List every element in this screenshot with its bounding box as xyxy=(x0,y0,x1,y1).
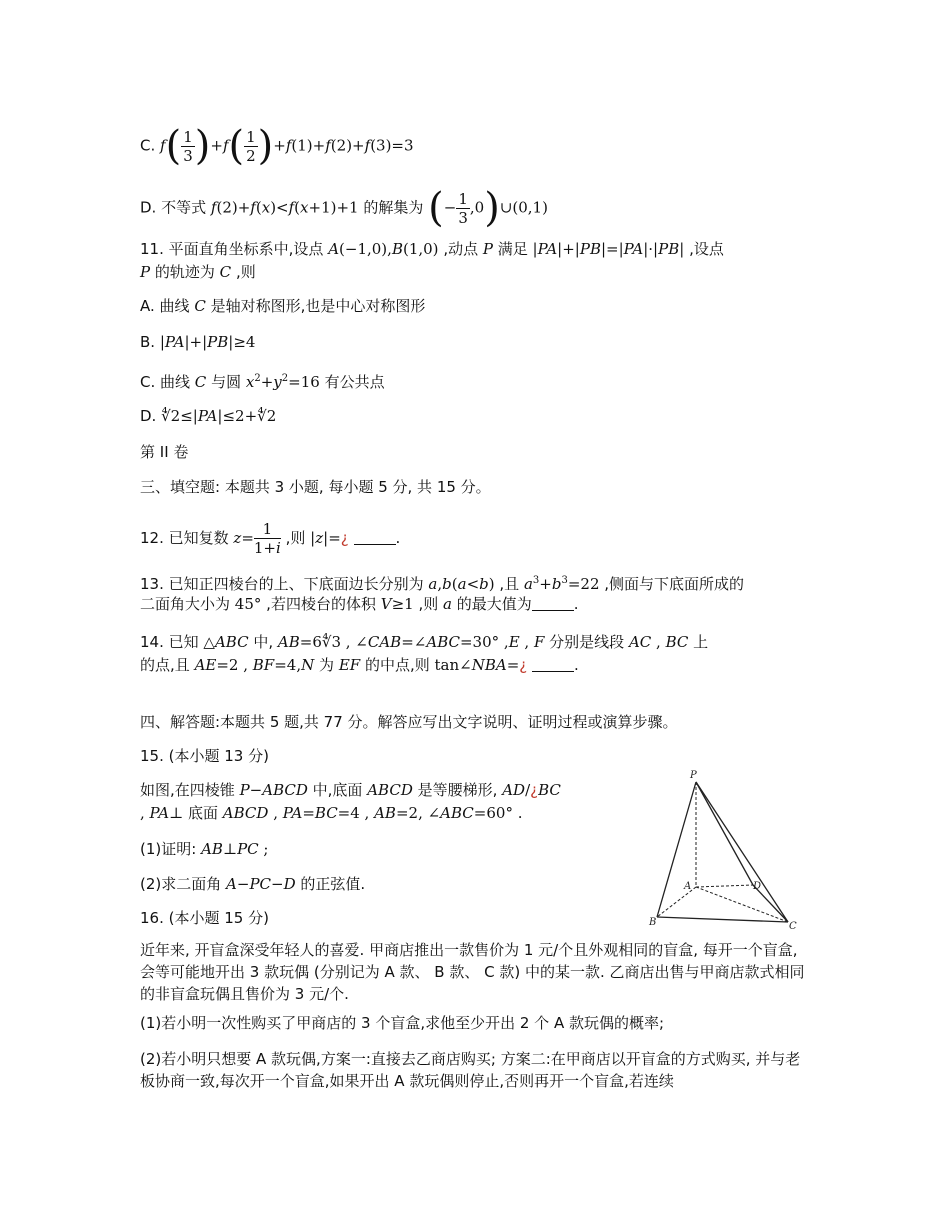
q15-header: 15. (本小题 13 分) xyxy=(140,747,269,765)
q15-line1: 如图,在四棱锥 P−ABCD 中,底面 ABCD 是等腰梯形, AD/¿BC xyxy=(140,781,561,799)
q16-part1: (1)若小明一次性购买了甲商店的 3 个盲盒,求他至少开出 2 个 A 款玩偶的概率; xyxy=(140,1014,665,1032)
q11-option-a: A. 曲线 C 是轴对称图形,也是中心对称图形 xyxy=(140,297,426,315)
label-a: A xyxy=(684,881,692,892)
q16-paragraph: 近年来, 开盲盒深受年轻人的喜爱. 甲商店推出一款售价为 1 元/个且外观相同的盲盒, 每开一个盲盒, 会等可能地开出 3 款玩偶 (分别记为 A 款、 B 款、 C 款) 中的某一款. 乙商店出售与甲商店款式相同的非盲盒玩偶且售价为 3 元/个. xyxy=(140,941,805,1003)
q15-part1: (1)证明: AB⊥PC ; xyxy=(140,840,269,858)
edge-pd xyxy=(696,782,753,885)
label-b: B xyxy=(649,917,657,928)
q14-answer-blank[interactable] xyxy=(532,657,574,672)
section-four-heading: 四、解答题:本题共 5 题,共 77 分。解答应写出文字说明、证明过程或演算步骤。 xyxy=(140,713,678,731)
q14-line1: 14. 已知 △ABC 中, AB=6∜3 , ∠CAB=∠ABC=30° ,E , F 分别是线段 AC , BC 上 xyxy=(140,633,709,651)
q14-line2: 的点,且 AE=2 , BF=4,N 为 EF 的中点,则 tan∠NBA=¿ . xyxy=(140,656,579,674)
q16-header: 16. (本小题 15 分) xyxy=(140,909,269,927)
part-two-heading: 第 II 卷 xyxy=(140,443,189,461)
q11-stem-line2: P 的轨迹为 C ,则 xyxy=(140,263,256,281)
label-c: C xyxy=(789,921,797,932)
q16-part2: (2)若小明只想要 A 款玩偶,方案一:直接去乙商店购买; 方案二:在甲商店以开盲盒的方式购买, 并与老板协商一致,每次开一个盲盒,如果开出 A 款玩偶则停止,否则再开一个盲盒,若连续 xyxy=(140,1050,801,1090)
edge-pc xyxy=(696,782,788,922)
edge-ac xyxy=(696,887,788,922)
label-p: P xyxy=(690,770,697,781)
option-d: D. 不等式 f(2)+f(x)<f(x+1)+1 的解集为 (− $\frac{1}{3}$ ,0)∪(0,1) xyxy=(140,185,548,231)
section-three-heading: 三、填空题: 本题共 3 小题, 每小题 5 分, 共 15 分。 xyxy=(140,478,491,496)
q13-answer-blank[interactable] xyxy=(532,596,574,611)
option-c: C. f( $\frac{1}{3}$ )+f( $\frac{1}{2}$ )+f(1)+f(2)+f(3)=3 xyxy=(140,123,414,169)
q12-answer-blank[interactable] xyxy=(354,530,396,545)
q12: 12. 已知复数 z= $\frac{1}{1+i}$ ,则 |z|=¿ . xyxy=(140,520,401,557)
q11-option-b: B. |PA|+|PB|≥4 xyxy=(140,333,256,351)
q15-part2: (2)求二面角 A−PC−D 的正弦值. xyxy=(140,875,366,893)
pyramid-figure xyxy=(640,765,815,935)
label-d: D xyxy=(753,881,762,892)
q15-line2: , PA⊥ 底面 ABCD , PA=BC=4 , AB=2, ∠ABC=60° . xyxy=(140,804,523,822)
q11-option-d: D. ∜2≤|PA|≤2+∜2 xyxy=(140,407,277,425)
edge-pb xyxy=(657,782,696,917)
q11-stem-line1: 11. 平面直角坐标系中,设点 A(−1,0),B(1,0) ,动点 P 满足 |PA|+|PB|=|PA|·|PB| ,设点 xyxy=(140,240,724,258)
edge-ad xyxy=(696,885,753,887)
option-c-label: C. xyxy=(140,136,156,155)
q11-option-c: C. 曲线 C 与圆 $x^2+y^2=16$ 有公共点 xyxy=(140,373,385,391)
edge-bc xyxy=(657,917,788,922)
q13-line2: 二面角大小为 45° ,若四棱台的体积 V≥1 ,则 a 的最大值为 . xyxy=(140,595,579,613)
q13-line1: 13. 已知正四棱台的上、下底面边长分别为 a,b(a<b) ,且 $a^3+b^3=22$ ,侧面与下底面所成的 xyxy=(140,575,745,593)
